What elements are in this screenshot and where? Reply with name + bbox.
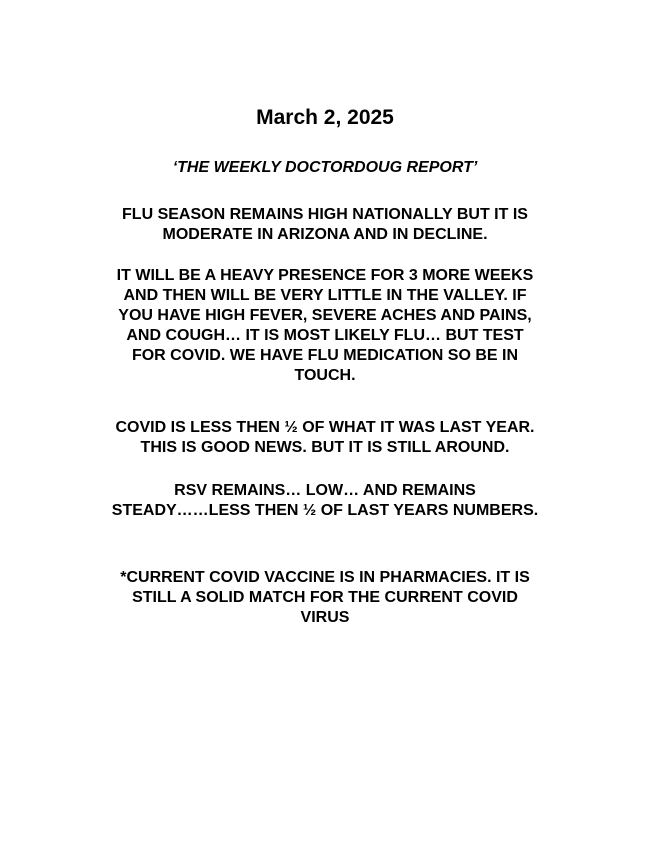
paragraph-flu-season: FLU SEASON REMAINS HIGH NATIONALLY BUT IT IS MODERATE IN ARIZONA AND IN DECLINE. <box>122 206 528 243</box>
paragraph-vaccine: *CURRENT COVID VACCINE IS IN PHARMACIES. IT IS STILL A SOLID MATCH FOR THE CURRENT COVID VIRUS <box>120 569 530 626</box>
paragraph-flu-outlook: IT WILL BE A HEAVY PRESENCE FOR 3 MORE WEEKS AND THEN WILL BE VERY LITTLE IN THE VALLEY. IF YOU HAVE HIGH FEVER, SEVERE ACHES AND PAINS, AND COUGH… IT IS MOST LIKELY FLU… BUT TEST FOR COVID. WE HAVE FLU MEDICATION SO BE IN TOUCH. <box>116 267 534 384</box>
report-date: March 2, 2025 <box>256 106 394 129</box>
paragraph-rsv: RSV REMAINS… LOW… AND REMAINS STEADY……LESS THEN ½ OF LAST YEARS NUMBERS. <box>111 482 539 519</box>
paragraph-covid: COVID IS LESS THEN ½ OF WHAT IT WAS LAST YEAR. THIS IS GOOD NEWS. BUT IT IS STILL AROUND. <box>115 419 535 456</box>
report-title: ‘THE WEEKLY DOCTORDOUG REPORT’ <box>172 159 478 176</box>
